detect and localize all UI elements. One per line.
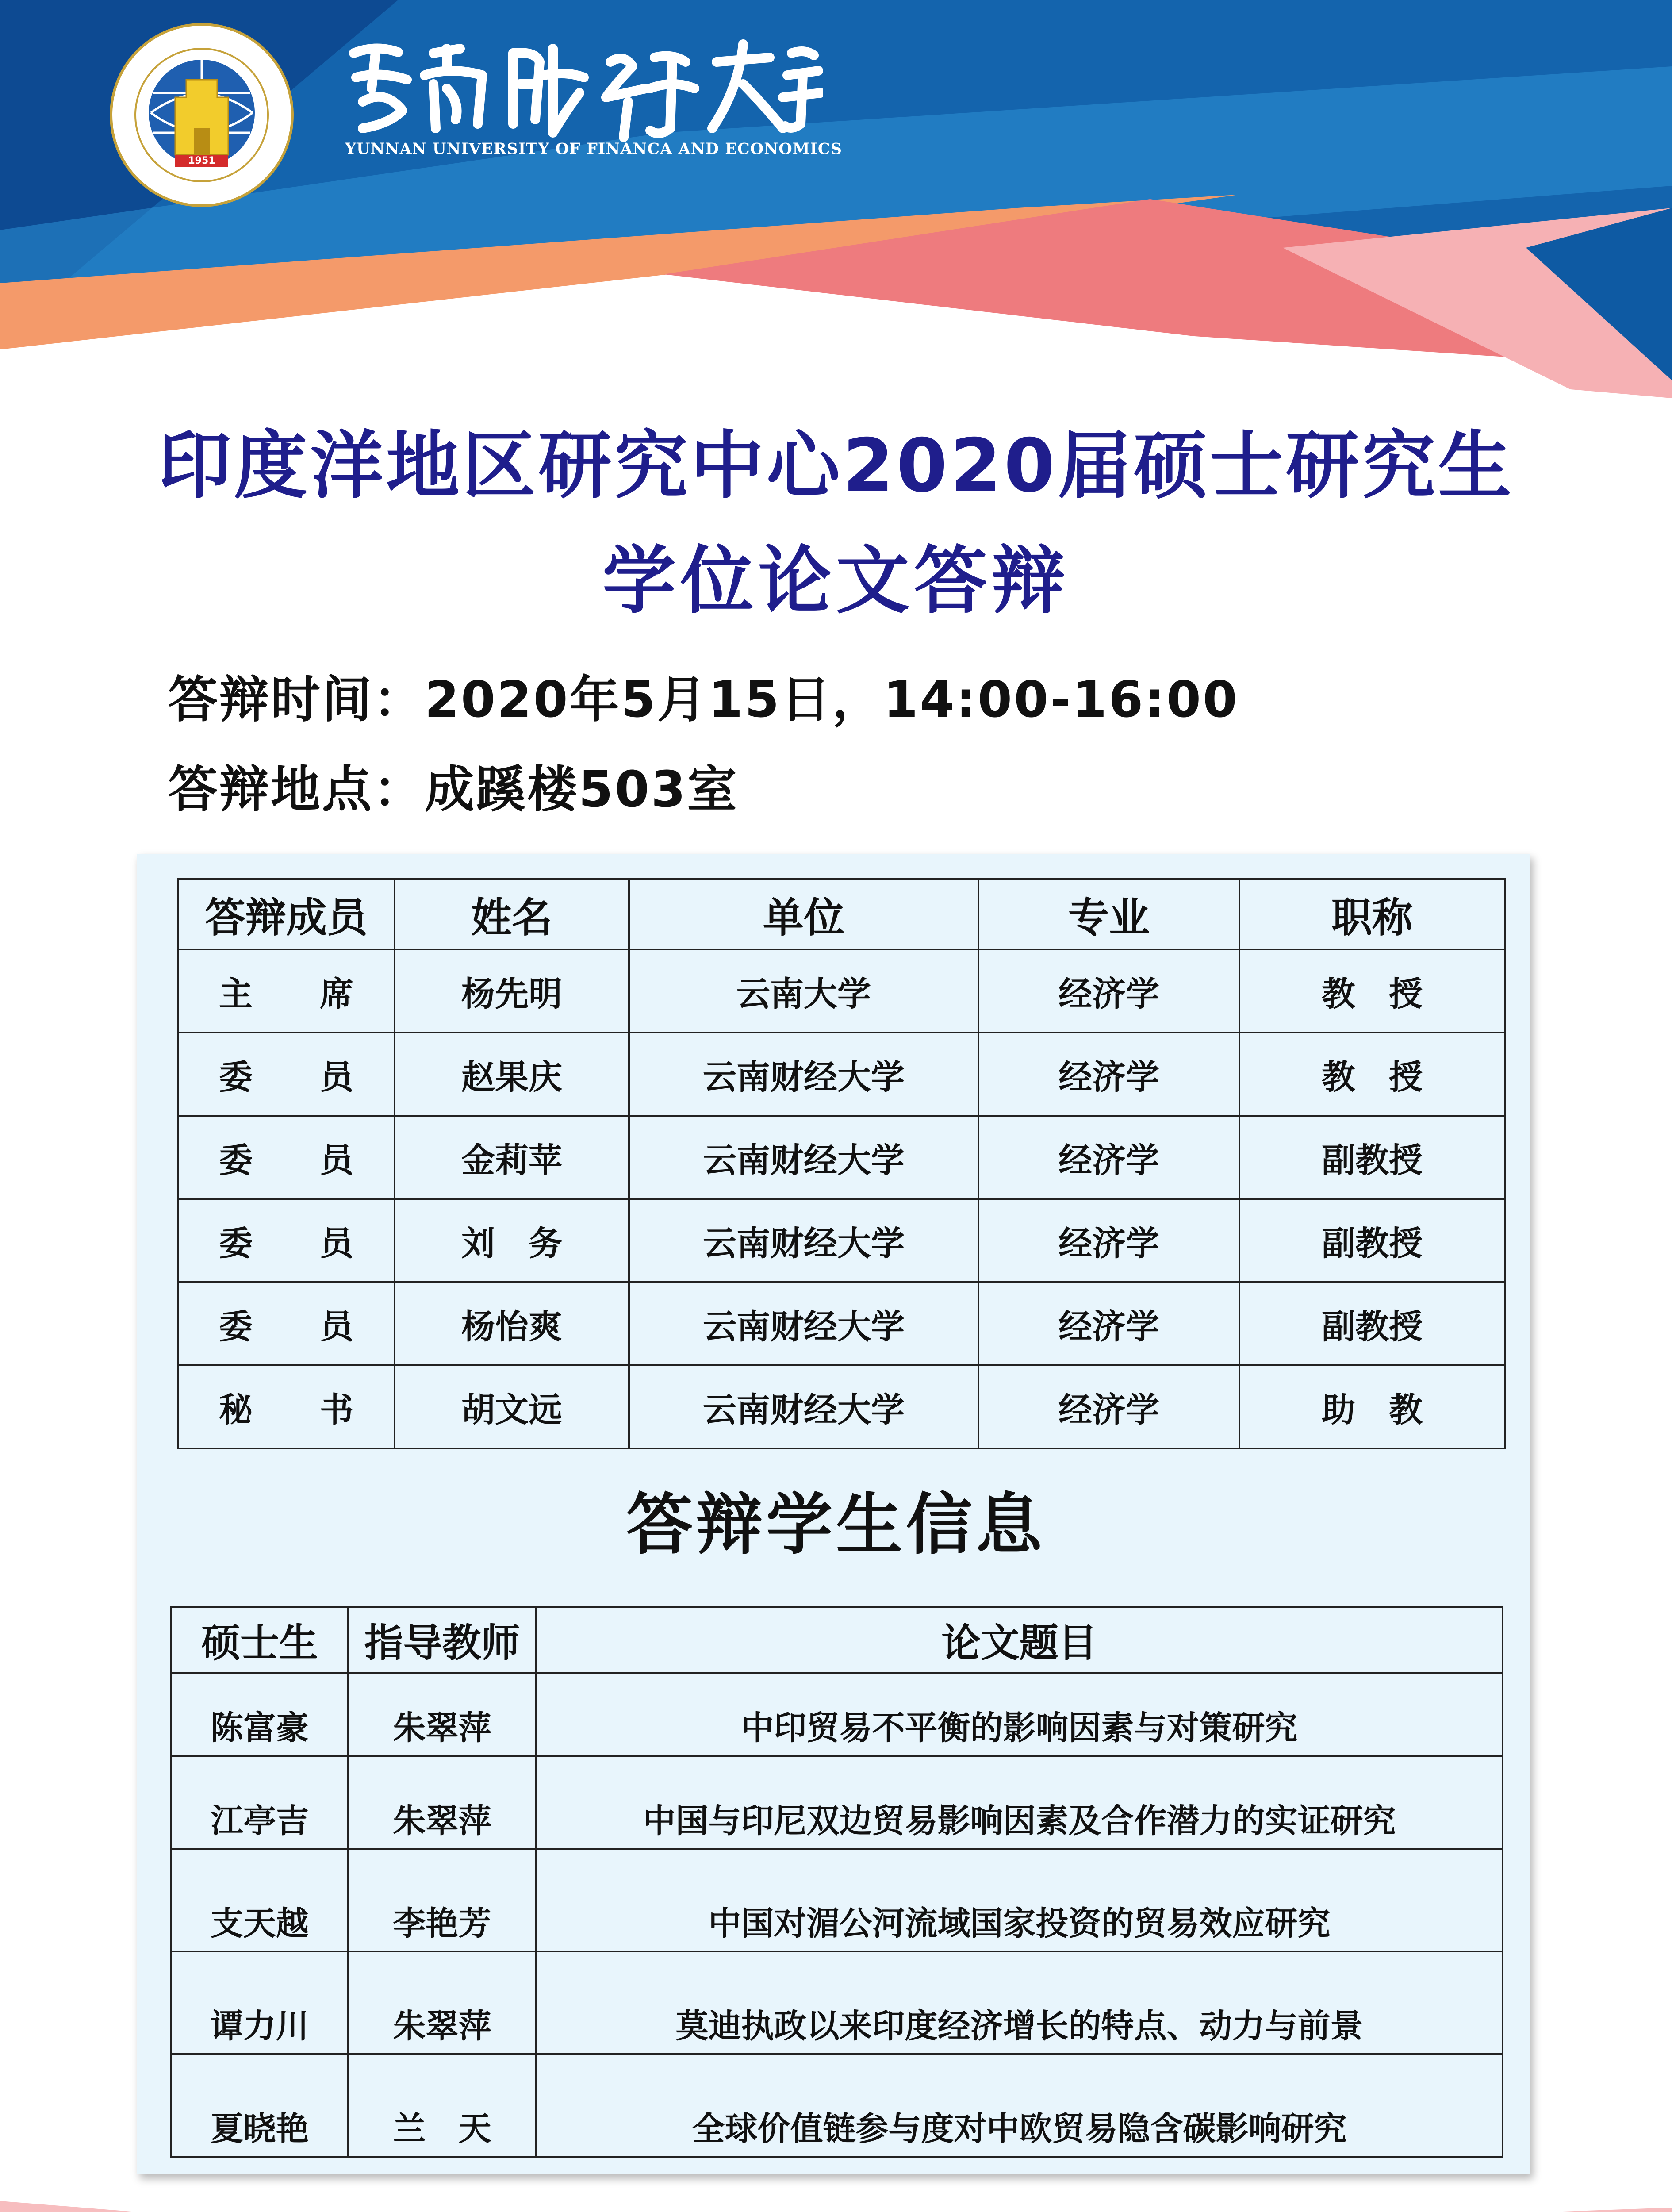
committee-header-cell: 答辩成员	[178, 879, 395, 949]
students-header-cell: 指导教师	[348, 1607, 536, 1673]
students-header-cell: 论文题目	[536, 1607, 1503, 1673]
committee-affiliation: 云南财经大学	[629, 1282, 978, 1365]
committee-row	[178, 1365, 1505, 1448]
university-english-name: YUNNAN UNIVERSITY OF FINANCA AND ECONOMICS	[345, 140, 843, 158]
defense-place: 答辩地点：成蹊楼503室	[168, 761, 739, 818]
committee-major: 经济学	[978, 1199, 1239, 1282]
committee-title: 教 授	[1239, 949, 1505, 1033]
student-advisor: 朱翠萍	[348, 1756, 536, 1849]
logo-year: 1951	[188, 155, 215, 166]
student-advisor: 朱翠萍	[348, 1673, 536, 1756]
committee-title: 副教授	[1239, 1282, 1505, 1365]
committee-title: 助 教	[1239, 1365, 1505, 1448]
bottom-pink-stripe	[0, 2201, 1672, 2212]
committee-name: 刘 务	[395, 1199, 629, 1282]
thesis-title: 中国与印尼双边贸易影响因素及合作潜力的实证研究	[536, 1756, 1503, 1849]
student-name: 陈富豪	[171, 1673, 348, 1756]
student-row	[171, 1849, 1503, 1951]
student-advisor: 李艳芳	[348, 1849, 536, 1951]
thesis-title: 全球价值链参与度对中欧贸易隐含碳影响研究	[536, 2054, 1503, 2157]
committee-major: 经济学	[978, 1116, 1239, 1199]
committee-name: 杨怡爽	[395, 1282, 629, 1365]
committee-row	[178, 1033, 1505, 1116]
student-advisor: 兰 天	[348, 2054, 536, 2157]
committee-row	[178, 1116, 1505, 1199]
committee-name: 杨先明	[395, 949, 629, 1033]
defense-time: 答辩时间：2020年5月15日，14:00-16:00	[168, 671, 1239, 729]
student-name: 谭力川	[171, 1951, 348, 2054]
committee-major: 经济学	[978, 1033, 1239, 1116]
committee-role: 主 席	[178, 949, 395, 1033]
committee-role: 委 员	[178, 1116, 395, 1199]
committee-table	[177, 878, 1506, 1449]
committee-header-row	[178, 879, 1505, 949]
committee-row	[178, 1282, 1505, 1365]
students-section-heading: 答辩学生信息	[626, 1486, 1046, 1563]
committee-affiliation: 云南财经大学	[629, 1033, 978, 1116]
committee-header-cell: 姓名	[395, 879, 629, 949]
committee-major: 经济学	[978, 1365, 1239, 1448]
committee-affiliation: 云南财经大学	[629, 1116, 978, 1199]
committee-title: 副教授	[1239, 1116, 1505, 1199]
committee-role: 秘 书	[178, 1365, 395, 1448]
committee-major: 经济学	[978, 949, 1239, 1033]
committee-row	[178, 1199, 1505, 1282]
students-header-cell: 硕士生	[171, 1607, 348, 1673]
committee-header-cell: 职称	[1239, 879, 1505, 949]
committee-major: 经济学	[978, 1282, 1239, 1365]
committee-affiliation: 云南财经大学	[629, 1199, 978, 1282]
committee-affiliation: 云南大学	[629, 949, 978, 1033]
student-name: 支天越	[171, 1849, 348, 1951]
committee-header-cell: 单位	[629, 879, 978, 949]
student-row	[171, 2054, 1503, 2157]
student-row	[171, 1673, 1503, 1756]
thesis-title: 中国对湄公河流域国家投资的贸易效应研究	[536, 1849, 1503, 1951]
students-header-row	[171, 1607, 1503, 1673]
committee-affiliation: 云南财经大学	[629, 1365, 978, 1448]
committee-role: 委 员	[178, 1199, 395, 1282]
thesis-title: 中印贸易不平衡的影响因素与对策研究	[536, 1673, 1503, 1756]
page-title-line1: 印度洋地区研究中心2020届硕士研究生	[157, 423, 1514, 509]
committee-role: 委 员	[178, 1282, 395, 1365]
student-advisor: 朱翠萍	[348, 1951, 536, 2054]
committee-title: 副教授	[1239, 1199, 1505, 1282]
committee-name: 赵果庆	[395, 1033, 629, 1116]
university-seal-logo	[109, 22, 295, 208]
student-row	[171, 1756, 1503, 1849]
committee-row	[178, 949, 1505, 1033]
student-row	[171, 1951, 1503, 2054]
thesis-title: 莫迪执政以来印度经济增长的特点、动力与前景	[536, 1951, 1503, 2054]
committee-name: 胡文远	[395, 1365, 629, 1448]
students-table	[170, 1606, 1503, 2158]
committee-role: 委 员	[178, 1033, 395, 1116]
university-calligraphy-logotype	[345, 35, 823, 150]
page-title-line2: 学位论文答辩	[602, 538, 1070, 624]
committee-name: 金莉苹	[395, 1116, 629, 1199]
committee-header-cell: 专业	[978, 879, 1239, 949]
student-name: 夏晓艳	[171, 2054, 348, 2157]
student-name: 江亭吉	[171, 1756, 348, 1849]
committee-title: 教 授	[1239, 1033, 1505, 1116]
